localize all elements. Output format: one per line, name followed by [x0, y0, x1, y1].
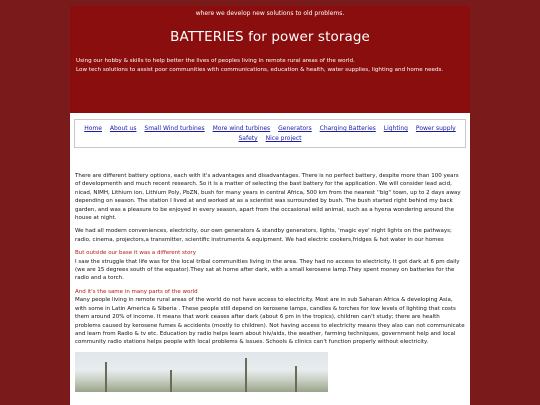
subheading-outside-base: But outside our base it was a different story: [75, 250, 196, 257]
nav-link-charging-batteries[interactable]: Charging Batteries: [319, 125, 376, 132]
nav-link-more-wind-turbines[interactable]: More wind turbines: [212, 125, 271, 132]
nav-link-safety[interactable]: Safety: [238, 135, 258, 142]
intro-line-1: Using our hobby & skills to help better the lives of peoples living in remote rural areas of the world.: [76, 58, 355, 64]
subheading-many-parts: And it's the same in many parts of the world: [75, 288, 198, 295]
nav-link-small-wind-turbines[interactable]: Small Wind turbines: [144, 125, 205, 132]
nav-menu: [74, 119, 466, 148]
paragraph-local-communities: I saw the struggle that life was for the local tribal communities living in the area. They had no access to electricity. It got dark at 6 pm daily (we are 15 degrees south of the equator).They sat at home after dark, with a small kerosene lamp.They spent money on batteries for the radio and a torch.: [75, 258, 460, 282]
nav-link-home[interactable]: Home: [84, 125, 102, 132]
site-header: [70, 6, 470, 113]
paragraph-rural-electricity: Many people living in remote rural areas of the world do not have access to electricity. Most are in sub Saharan Africa & developing Asia, with some in Latin America & Siberia . These people still depend on kerosene lamps, candles & torches for low levels of lighting that costs them around 20% of income. It means that work ceases after dark (about 6 pm in the tropics), children can't study; there are health problems caused by kerosene fumes & accidents (mostly to children). Not having access to electricity means they also can not communicate and learn from Radio & tv etc. Education by radio helps learn about hiv/aids, the weather, farming techniques, government help and local community radio stations helps people with local problems & issues. Schools & clinics can't function properly without electricity.: [75, 297, 465, 346]
nav-link-nice-project[interactable]: Nice project: [265, 135, 302, 142]
page-container: [70, 6, 470, 405]
nav-link-generators[interactable]: Generators: [278, 125, 312, 132]
main-content: [75, 172, 465, 392]
nav-link-power-supply[interactable]: Power supply: [415, 125, 456, 132]
nav-link-lighting[interactable]: Lighting: [383, 125, 408, 132]
landscape-photo: [75, 352, 328, 392]
paragraph-battery-options: There are different battery options, each with it's advantages and disadvantages. There is no perfect battery, despite more than 100 years of developmenth and much recent research. So it is a matter of selecting the bast battery for the application. We will consider lead acid, nicad, NIMH, Lithium ion, Lithium Poly, PbZN, bush for many years in central Africa, 500 km from the nearest ''big'' town, up to 2 days away depending on season. The station I lived at and worked at as a scientist was surrounded by bush. The bush started right behind my back garden, and was a pleasure to be enjoyed in every season, apart from the occasional wild animal, such as a hyena wondering around the house at night.: [75, 173, 461, 222]
paragraph-modern-conveniences: We had all modern conveniences, electricity, our own generators & standby generators, lights, 'magic eye' night lights on the pathways; radio, cinema, projectors,a transmitter, scientific instruments & equipment. We had electric cookers,fridges & hot water in our homes: [75, 228, 452, 243]
intro-text: [76, 57, 464, 74]
intro-line-2: Low tech solutions to assist poor communities with communications, education & health, water supplies, lighting and home needs.: [76, 66, 444, 73]
page-title: BATTERIES for power storage: [170, 29, 370, 45]
nav-link-about-us[interactable]: About us: [109, 125, 137, 132]
site-tagline: where we develop new solutions to old problems.: [195, 10, 345, 17]
